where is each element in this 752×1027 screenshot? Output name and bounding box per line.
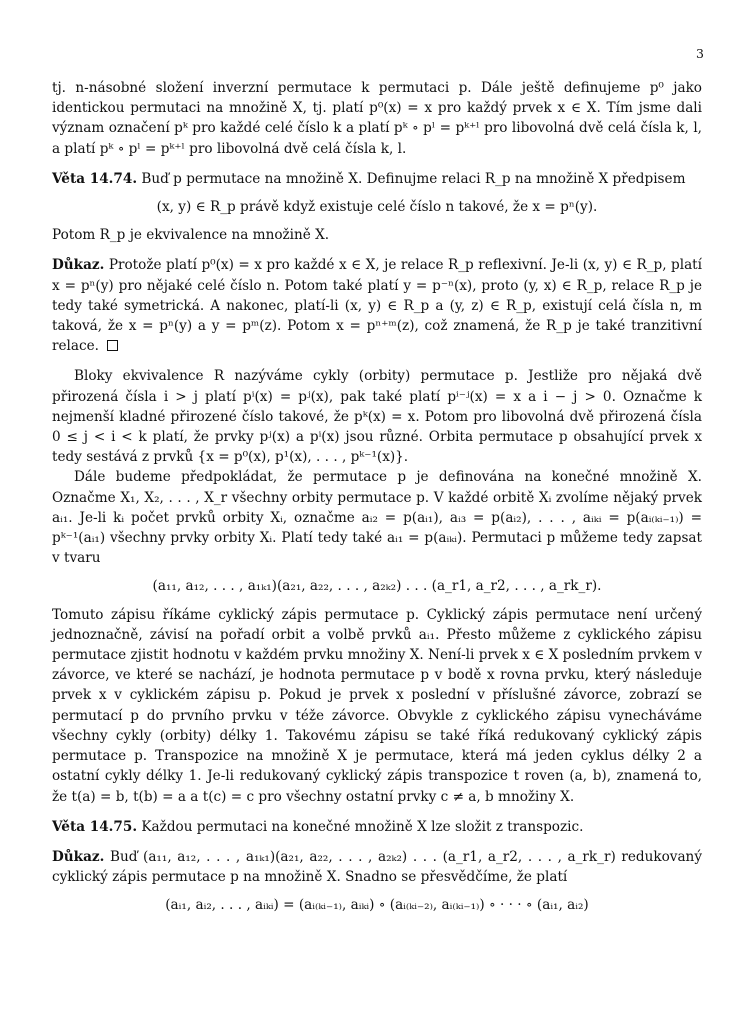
theorem-text: Buď p permutace na množině X. Definujme relaci R_p na množině X předpisem bbox=[141, 170, 686, 187]
page-body bbox=[52, 78, 702, 924]
theorem-conclusion: Potom R_p je ekvivalence na množině X. bbox=[52, 227, 330, 244]
proof-text: Protože platí p⁰(x) = x pro každé x ∈ X, je relace R_p reflexivní. Je-li (x, y) ∈ R_p, platí x = pⁿ(y) pro nějaké celé číslo n. Potom také platí y = p⁻ⁿ(x), proto (y, x) ∈ R_p, relace R_p je tedy také symetrická. A nakonec, platí-li (x, y) ∈ R_p a (y, z) ∈ R_p, existují celá čísla n, m taková, že x = pⁿ(y) a y = pᵐ(z). Potom x = pⁿ⁺ᵐ(z), což znamená, že R_p je také tranzitivní relace. bbox=[52, 257, 702, 355]
proof-text: Buď (a₁₁, a₁₂, . . . , a₁ₖ₁)(a₂₁, a₂₂, . . . , a₂ₖ₂) . . . (a_r1, a_r2, . . . , a_rk_r) redukovaný cyklický zápis permutace p na množině X. Snadno se přesvědčíme, že platí bbox=[52, 848, 702, 886]
proof-14-75 bbox=[52, 847, 702, 887]
page-number: 3 bbox=[696, 46, 704, 61]
theorem-14-75 bbox=[52, 817, 702, 837]
theorem-equation: (x, y) ∈ R_p právě když existuje celé číslo n takové, že x = pⁿ(y). bbox=[156, 199, 598, 216]
transposition-equation: (aᵢ₁, aᵢ₂, . . . , aᵢₖᵢ) = (aᵢ₍ₖᵢ₋₁₎, aᵢₖᵢ) ∘ (aᵢ₍ₖᵢ₋₂₎, aᵢ₍ₖᵢ₋₁₎) ∘ · · · ∘ (aᵢ₁, aᵢ₂) bbox=[165, 897, 589, 914]
proof-heading: Důkaz. bbox=[52, 257, 105, 274]
qed-box-icon bbox=[107, 340, 118, 351]
theorem-heading: Věta 14.75. bbox=[52, 818, 138, 835]
cycle-notation-equation: (a₁₁, a₁₂, . . . , a₁ₖ₁)(a₂₁, a₂₂, . . . , a₂ₖ₂) . . . (a_r1, a_r2, . . . , a_rk_r). bbox=[152, 578, 602, 595]
theorem-text: Každou permutaci na konečné množině X lze složit z transpozic. bbox=[141, 818, 584, 835]
proof-heading: Důkaz. bbox=[52, 848, 105, 865]
orbit-paragraph: Bloky ekvivalence R nazýváme cykly (orbity) permutace p. Jestliže pro nějaká dvě přirozená čísla i > j platí pⁱ(x) = pʲ(x), pak také platí pⁱ⁻ʲ(x) = x a i − j > 0. Označme k nejmenší kladné přirozené číslo takové, že pᵏ(x) = x. Potom pro libovolná dvě přirozená čísla 0 ≤ j < i < k platí, že prvky pʲ(x) a pⁱ(x) jsou různé. Orbita permutace p obsahující prvek x tedy sestává z prvků {x = p⁰(x), p¹(x), . . . , pᵏ⁻¹(x)}. bbox=[52, 368, 702, 466]
intro-paragraph: tj. n-násobné složení inverzní permutace k permutaci p. Dále ještě definujeme p⁰ jako identickou permutaci na množině X, tj. platí p⁰(x) = x pro každý prvek x ∈ X. Tím jsme dali význam označení pᵏ pro každé celé číslo k a platí pᵏ ∘ pˡ = pᵏ⁺ˡ pro libovolná dvě celá čísla k, l, a platí pᵏ ∘ pˡ = pᵏ⁺ˡ pro libovolná dvě celá čísla k, l. bbox=[52, 80, 702, 157]
proof-14-74 bbox=[52, 255, 702, 356]
cyclic-notation-paragraph: Tomuto zápisu říkáme cyklický zápis permutace p. Cyklický zápis permutace není určený jednoznačně, závisí na pořadí orbit a volbě prvků aᵢ₁. Přesto můžeme z cyklického zápisu permutace zjistit hodnotu v každém prvku množiny X. Není-li prvek x ∈ X posledním prvkem v závorce, ve které se nachází, je hodnota permutace p v bodě x rovna prvku, který následuje prvek x v cyklickém zápisu p. Pokud je prvek x poslední v příslušné závorce, zobrazí se permutací p do prvního prvku v téže závorce. Obvykle z cyklického zápisu vynecháváme všechny cykly (orbity) délky 1. Takovému zápisu se také říká redukovaný cyklický zápis permutace p. Transpozice na množině X je permutace, která má jeden cyklus délky 2 a ostatní cykly délky 1. Je-li redukovaný cyklický zápis transpozice t roven (a, b), znamená to, že t(a) = b, t(b) = a a t(c) = c pro všechny ostatní prvky c ≠ a, b množiny X. bbox=[52, 606, 702, 805]
finite-set-paragraph: Dále budeme předpokládat, že permutace p je definována na konečné množině X. Označme X₁, X₂, . . . , X_r všechny orbity permutace p. V každé orbitě Xᵢ zvolíme nějaký prvek aᵢ₁. Je-li kᵢ počet prvků orbity Xᵢ, označme aᵢ₂ = p(aᵢ₁), aᵢ₃ = p(aᵢ₂), . . . , aᵢₖᵢ = p(aᵢ₍ₖᵢ₋₁₎) = pᵏ⁻¹(aᵢ₁) všechny prvky orbity Xᵢ. Platí tedy také aᵢ₁ = p(aᵢₖᵢ). Permutaci p můžeme tedy zapsat v tvaru bbox=[52, 469, 702, 567]
theorem-heading: Věta 14.74. bbox=[52, 170, 138, 187]
theorem-14-74 bbox=[52, 169, 702, 189]
